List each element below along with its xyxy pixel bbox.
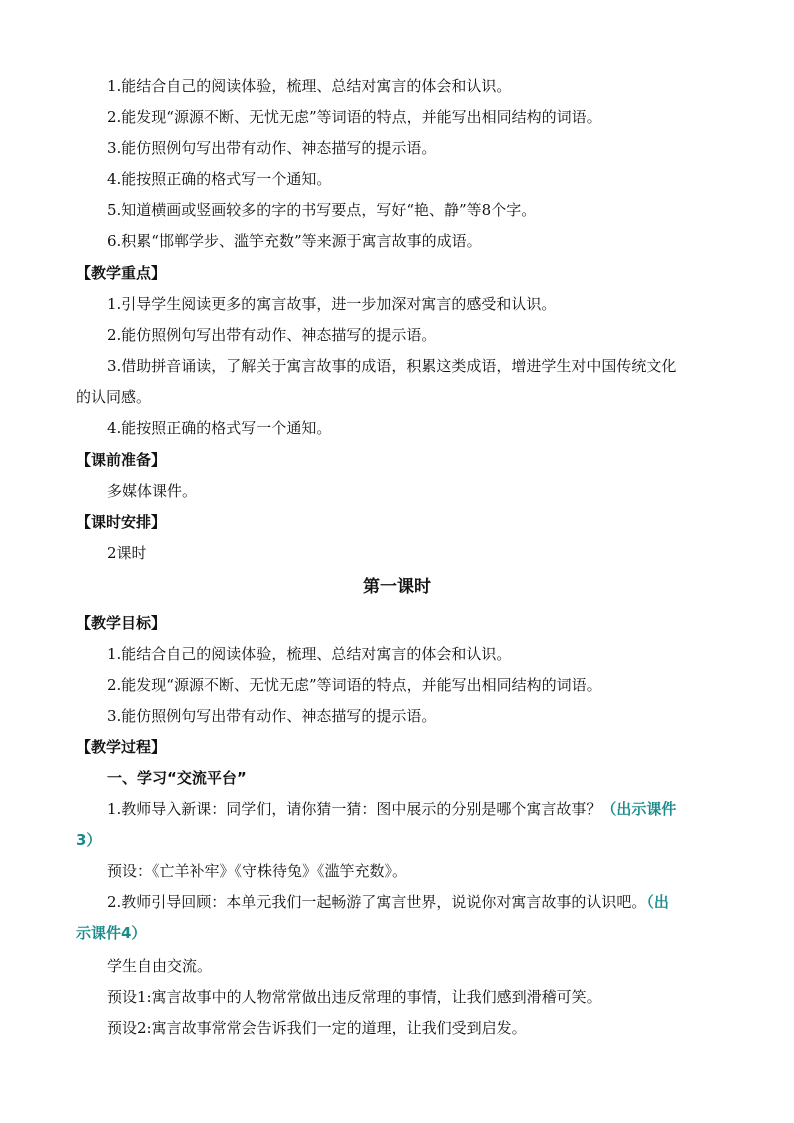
prep-text: 多媒体课件。 xyxy=(107,482,198,500)
goal-item-6: 6.积累“邯郸学步、滥竽充数”等来源于寓言故事的成语。 xyxy=(107,232,482,250)
step-2-cont xyxy=(0,923,794,943)
key-point-1: 1.引导学生阅读更多的寓言故事，进一步加深对寓言的感受和认识。 xyxy=(107,295,557,313)
step-2 xyxy=(0,892,794,912)
schedule-text: 2课时 xyxy=(107,544,147,562)
key-point-3: 3.借助拼音诵读，了解关于寓言故事的成语，积累这类成语，增进学生对中国传统文化 xyxy=(107,357,677,375)
step-1-cont xyxy=(0,830,794,850)
lesson-goal-2: 2.能发现“源源不断、无忧无虑”等词语的特点，并能写出相同结构的词语。 xyxy=(107,676,602,694)
key-points-heading: 【教学重点】 xyxy=(76,264,167,282)
goal-item-3: 3.能仿照例句写出带有动作、神态描写的提示语。 xyxy=(107,139,437,157)
key-point-3-cont: 的认同感。 xyxy=(76,388,152,406)
step-2-text: 2.教师引导回顾：本单元我们一起畅游了寓言世界，说说你对寓言故事的认识吧。 xyxy=(107,893,647,911)
free-talk: 学生自由交流。 xyxy=(107,957,213,975)
key-point-4: 4.能按照正确的格式写一个通知。 xyxy=(107,419,332,437)
lesson-goals-heading: 【教学目标】 xyxy=(76,614,167,632)
preset-2: 预设2:寓言故事常常会告诉我们一定的道理，让我们受到启发。 xyxy=(107,1019,527,1037)
step-1-text: 1.教师导入新课：同学们，请你猜一猜：图中展示的分别是哪个寓言故事？ xyxy=(107,800,602,818)
step-1 xyxy=(0,799,794,819)
lesson-goal-3: 3.能仿照例句写出带有动作、神态描写的提示语。 xyxy=(107,707,437,725)
goal-item-2: 2.能发现“源源不断、无忧无虑”等词语的特点，并能写出相同结构的词语。 xyxy=(107,108,602,126)
courseware-note-4a: （出 xyxy=(646,893,669,911)
preset-1: 预设1:寓言故事中的人物常常做出违反常理的事情，让我们感到滑稽可笑。 xyxy=(107,988,602,1006)
courseware-note-3b: 3） xyxy=(76,831,102,849)
prep-heading: 【课前准备】 xyxy=(76,451,167,469)
goal-item-5: 5.知道横画或竖画较多的字的书写要点，写好“艳、静”等8个字。 xyxy=(107,201,537,219)
key-point-2: 2.能仿照例句写出带有动作、神态描写的提示语。 xyxy=(107,326,437,344)
lesson-goal-1: 1.能结合自己的阅读体验，梳理、总结对寓言的体会和认识。 xyxy=(107,645,512,663)
process-heading: 【教学过程】 xyxy=(76,738,167,756)
schedule-heading: 【课时安排】 xyxy=(76,513,167,531)
courseware-note-4b: 示课件4） xyxy=(76,924,147,942)
goal-item-1: 1.能结合自己的阅读体验，梳理、总结对寓言的体会和认识。 xyxy=(107,77,512,95)
goal-item-4: 4.能按照正确的格式写一个通知。 xyxy=(107,170,332,188)
preset-0: 预设：《亡羊补牢》《守株待兔》《滥竽充数》。 xyxy=(107,862,408,880)
lesson-title: 第一课时 xyxy=(363,577,431,597)
courseware-note-3a: （出示课件 xyxy=(601,800,677,818)
section-1-heading: 一、学习“交流平台” xyxy=(107,769,247,787)
